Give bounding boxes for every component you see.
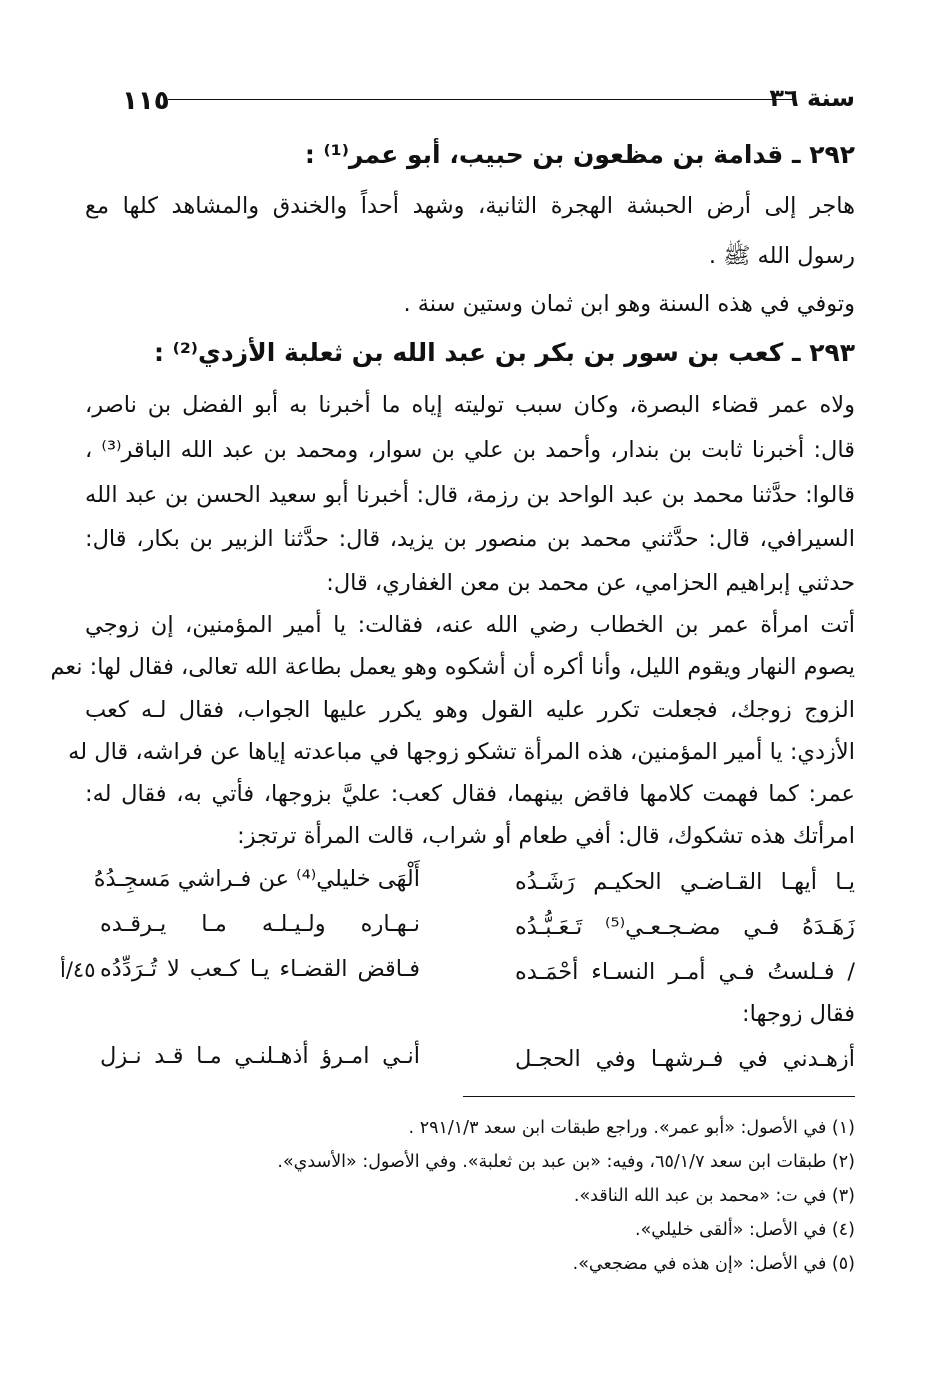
footnote: (٢) طبقات ابن سعد ٦٥/١/٧، وفيه: «بن عبد بن ثعلبة». وفي الأصول: «الأسدي». <box>277 1152 855 1172</box>
entry-heading: ٢٩٢ ـ قدامة بن مظعون بن حبيب، أبو عمر⁽¹⁾ : <box>304 140 855 169</box>
verse-hemistich-right: / فـلستُ فـي أمـر النسـاء أحْمَـده <box>515 959 855 985</box>
footnote: (٤) في الأصل: «ألقى خليلي». <box>635 1220 855 1240</box>
paragraph-line: عمر: كما فهمت كلامها فاقض بينهما، فقال كعب: عليَّ بزوجها، فأتي به، فقال له: <box>85 781 855 807</box>
paragraph-line: الأزدي: يا أمير المؤمنين، هذه المرأة تشكو زوجها في مباعدته إياها عن فراشه، قال له <box>68 739 855 765</box>
verse-hemistich-left: أَلْهَى خليلي⁽⁴⁾ عن فـراشي مَسجِـدُهُ <box>93 866 420 892</box>
paragraph-line: امرأتك هذه تشكوك، قال: أفي طعام أو شراب، قالت المرأة ترتجز: <box>237 823 855 849</box>
paragraph-line: قالوا: حدَّثنا محمد بن عبد الواحد بن رزمة، قال: أخبرنا أبو سعيد الحسن بن عبد الله <box>85 482 855 508</box>
paragraph-line: حدثني إبراهيم الحزامي، عن محمد بن معن الغفاري، قال: <box>326 570 855 596</box>
verse-hemistich-left: نـهـاره ولـيـلـه مـا يـرقـده <box>100 911 420 937</box>
paragraph-line: قال: أخبرنا ثابت بن بندار، وأحمد بن علي بن سوار، ومحمد بن عبد الله الباقر⁽³⁾ ، <box>85 437 855 463</box>
margin-folio-reference: ٤٥/أ <box>60 958 96 982</box>
paragraph-line: أتت امرأة عمر بن الخطاب رضي الله عنه، فقالت: يا أمير المؤمنين، إن زوجي <box>85 612 855 638</box>
paragraph-line: هاجر إلى أرض الحبشة الهجرة الثانية، وشهد أحداً والخندق والمشاهد كلها مع <box>85 193 855 219</box>
verse-hemistich-right: أزهـدني في فـرشهـا وفي الحجـل <box>515 1046 855 1072</box>
verse-hemistich-left: أنـي امـرؤ أذهـلنـي مـا قـد نـزل <box>100 1043 420 1069</box>
page-number: ١١٥ <box>122 86 170 116</box>
verse-hemistich-right: زَهَـدَهُ فـي مضـجـعـي⁽⁵⁾ تَـعَـبُّـدُه <box>515 914 856 940</box>
verse-hemistich-right: يـا أيهـا القـاضـي الحكيـم رَشَـدُه <box>515 869 855 895</box>
footnote: (٥) في الأصل: «إن هذه في مضجعي». <box>572 1254 855 1274</box>
paragraph-line: السيرافي، قال: حدَّثني محمد بن منصور بن يزيد، قال: حدَّثنا الزبير بن بكار، قال: <box>85 526 855 552</box>
paragraph-line: رسول الله ﷺ . <box>708 243 855 269</box>
husband-intro: فقال زوجها: <box>742 1001 855 1027</box>
footnote: (٣) في ت: «محمد بن عبد الله الناقد». <box>573 1186 855 1206</box>
footnote: (١) في الأصول: «أبو عمر». وراجع طبقات ابن سعد ٢٩١/١/٣ . <box>408 1118 855 1138</box>
verse-hemistich-left: فـاقض القضـاء يـا كـعب لا تُـرَدِّدُه <box>100 956 420 982</box>
header-rule <box>168 99 796 100</box>
footnote-rule <box>463 1096 855 1097</box>
paragraph-line: يصوم النهار ويقوم الليل، وأنا أكره أن أشكوه وهو يعمل بطاعة الله تعالى، فقال لها: نعم <box>50 654 855 680</box>
running-title: سنة ٣٦ <box>769 84 855 112</box>
paragraph-line: الزوج زوجك، فجعلت تكرر عليه القول وهو يكرر عليها الجواب، فقال لـه كعب <box>85 697 855 723</box>
entry-heading: ٢٩٣ ـ كعب بن سور بن بكر بن عبد الله بن ثعلبة الأزدي⁽²⁾ : <box>153 338 855 367</box>
paragraph-line: وتوفي في هذه السنة وهو ابن ثمان وستين سنة . <box>403 291 855 317</box>
paragraph-line: ولاه عمر قضاء البصرة، وكان سبب توليته إياه ما أخبرنا به أبو الفضل بن ناصر، <box>85 392 855 418</box>
